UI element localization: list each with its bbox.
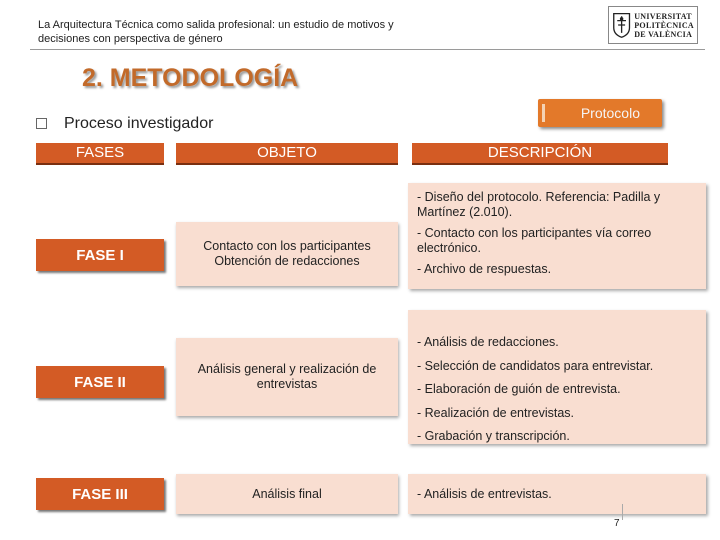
footer-divider bbox=[622, 504, 623, 520]
university-logo bbox=[608, 6, 698, 44]
phase-1-desc-item: electrónico. bbox=[417, 241, 481, 255]
phase-1-objective-line-1: Contacto con los participantes bbox=[203, 239, 371, 253]
phase-2-desc-item: - Realización de entrevistas. bbox=[417, 405, 575, 420]
phase-1-desc-item: - Diseño del protocolo. Referencia: Padilla y bbox=[417, 190, 661, 204]
phase-2-description bbox=[408, 310, 706, 444]
phase-2-objective-line-2: entrevistas bbox=[256, 377, 318, 391]
phase-1-objective-line-2: Obtención de redacciones bbox=[214, 254, 360, 268]
phase-1-desc-item: - Contacto con los participantes vía correo bbox=[417, 226, 652, 240]
phase-3-text: FASE III bbox=[72, 485, 128, 503]
phase-2-desc-item: - Grabación y transcripción. bbox=[417, 429, 570, 443]
phase-2-desc-item: - Elaboración de guión de entrevista. bbox=[417, 382, 621, 396]
phase-2-text: FASE II bbox=[74, 373, 126, 391]
subtitle-line-1: La Arquitectura Técnica como salida profesional: un estudio de motivos y bbox=[38, 19, 394, 31]
column-header-fases: FASES bbox=[36, 143, 164, 165]
slide-title: 2. METODOLOGÍA bbox=[82, 64, 299, 92]
phase-2-desc-item: - Análisis de redacciones. bbox=[417, 335, 559, 349]
bullet-text: Proceso investigador bbox=[64, 115, 214, 132]
logo-line-3: DE VALÈNCIA bbox=[634, 29, 693, 39]
phase-1-desc-item: - Archivo de respuestas. bbox=[417, 262, 552, 276]
university-crest-icon bbox=[612, 10, 631, 40]
phase-1-desc-item: Martínez (2.010). bbox=[417, 205, 513, 219]
phase-1-text: FASE I bbox=[76, 246, 124, 264]
phase-1-label bbox=[36, 239, 164, 271]
phase-2-label bbox=[36, 366, 164, 398]
logo-line-1: UNIVERSITAT bbox=[634, 11, 692, 21]
phase-3-objective-line-1: Análisis final bbox=[252, 486, 322, 501]
bullet-square-icon bbox=[36, 118, 47, 129]
phase-2-objective-line-1: Análisis general y realización de bbox=[197, 362, 377, 376]
phase-2-desc-item: - Selección de candidatos para entrevistar. bbox=[417, 358, 654, 373]
protocol-button[interactable] bbox=[538, 99, 662, 127]
logo-line-2: POLITÈCNICA bbox=[634, 20, 694, 30]
presentation-subtitle bbox=[38, 18, 458, 46]
column-header-objeto: OBJETO bbox=[176, 143, 398, 165]
header-divider bbox=[30, 49, 705, 50]
phase-1-description bbox=[408, 183, 706, 289]
subtitle-line-2: decisiones con perspectiva de género bbox=[38, 33, 223, 45]
protocol-button-label: Protocolo bbox=[580, 105, 640, 121]
column-header-descripcion: DESCRIPCIÓN bbox=[412, 143, 668, 165]
phase-2-objective bbox=[176, 338, 398, 416]
phase-3-label bbox=[36, 478, 164, 510]
phase-3-description bbox=[408, 474, 706, 514]
phase-3-objective bbox=[176, 474, 398, 514]
phase-1-objective bbox=[176, 222, 398, 286]
phase-3-desc-item: - Análisis de entrevistas. bbox=[417, 487, 552, 501]
page-number: 7 bbox=[614, 518, 620, 529]
